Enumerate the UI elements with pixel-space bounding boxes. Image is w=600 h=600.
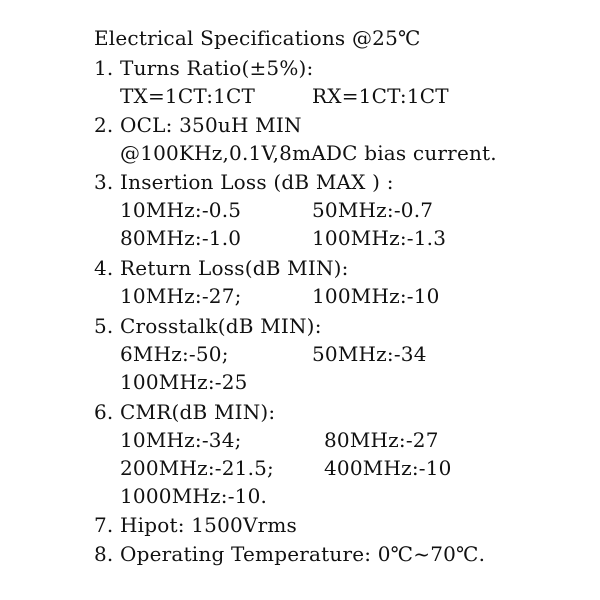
spec-value: 1000MHz:-10. [120, 484, 268, 508]
section-heading-cmr: 6. CMR(dB MIN): [94, 400, 276, 424]
spec-value: 400MHz:-10 [324, 456, 452, 480]
section-heading-return-loss: 4. Return Loss(dB MIN): [94, 256, 349, 280]
section-heading-hipot: 7. Hipot: 1500Vrms [94, 513, 297, 537]
spec-value: 100MHz:-25 [120, 370, 248, 394]
spec-value: 10MHz:-34; [120, 428, 242, 452]
spec-value: 80MHz:-27 [324, 428, 439, 452]
spec-value: 100MHz:-10 [312, 284, 440, 308]
section-heading-crosstalk: 5. Crosstalk(dB MIN): [94, 314, 322, 338]
spec-value: 50MHz:-34 [312, 342, 427, 366]
spec-value: 100MHz:-1.3 [312, 226, 447, 250]
spec-value: TX=1CT:1CT [120, 84, 256, 108]
spec-value: @100KHz,0.1V,8mADC bias current. [120, 141, 497, 165]
section-heading-insertion-loss: 3. Insertion Loss (dB MAX ) : [94, 170, 394, 194]
spec-value: 80MHz:-1.0 [120, 226, 242, 250]
spec-value: 50MHz:-0.7 [312, 198, 434, 222]
spec-value: 200MHz:-21.5; [120, 456, 274, 480]
page-title: Electrical Specifications @25℃ [94, 26, 421, 50]
spec-value: 6MHz:-50; [120, 342, 229, 366]
section-heading-ocl: 2. OCL: 350uH MIN [94, 113, 302, 137]
section-heading-turns-ratio: 1. Turns Ratio(±5%): [94, 56, 314, 80]
spec-value: 10MHz:-27; [120, 284, 242, 308]
spec-value: RX=1CT:1CT [312, 84, 449, 108]
spec-value: 10MHz:-0.5 [120, 198, 242, 222]
section-heading-operating-temperature: 8. Operating Temperature: 0℃~70℃. [94, 542, 486, 566]
